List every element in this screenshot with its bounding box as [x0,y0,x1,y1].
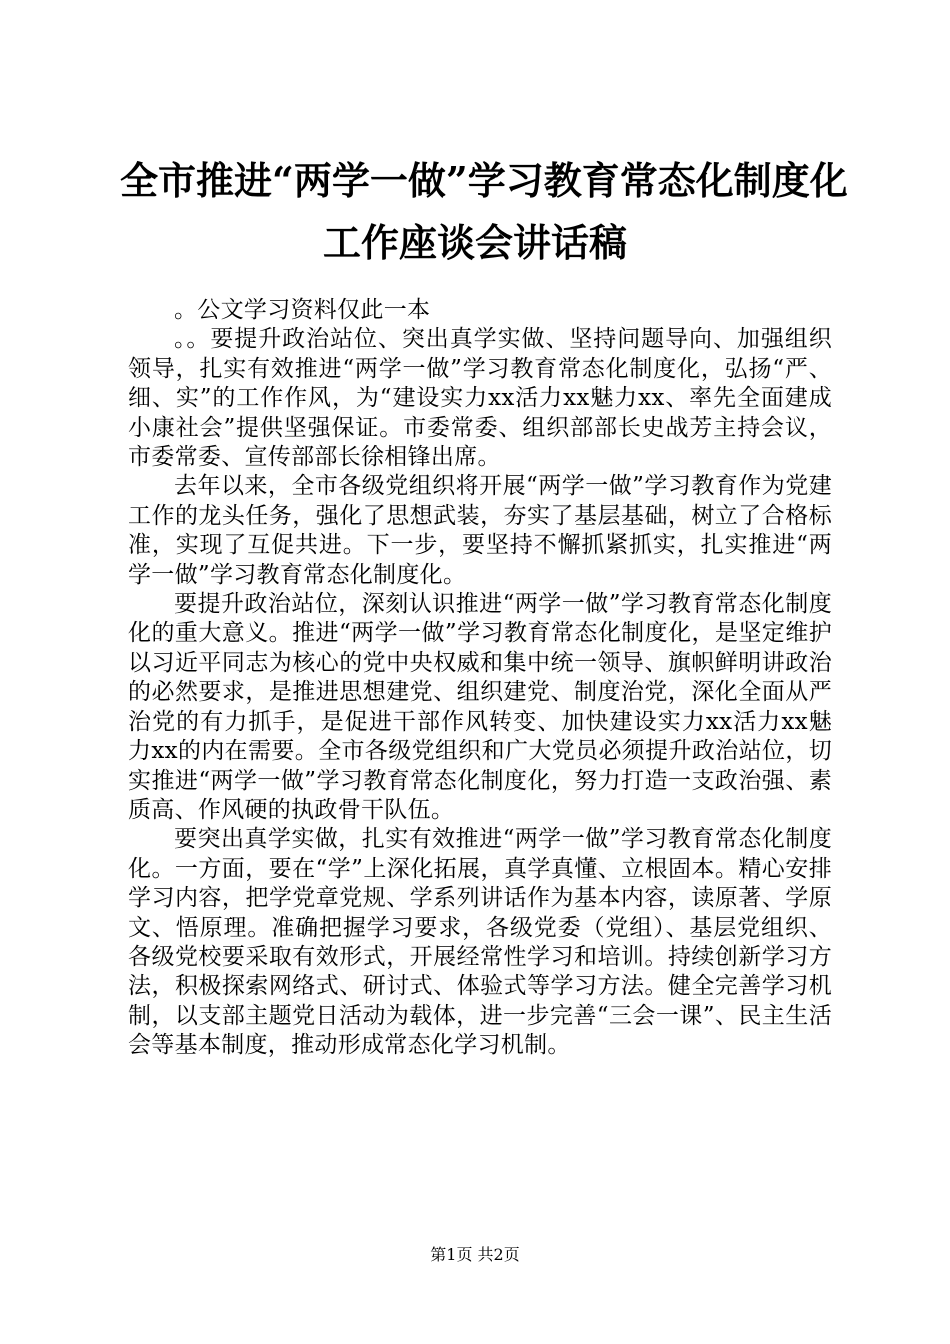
paragraph-study-practice: 要突出真学实做，扎实有效推进“两学一做”学习教育常态化制度化。一方面，要在“学”上深化拓展，真学真懂、立根固本。精心安排学习内容，把学党章党规、学系列讲话作为基本内容，读原著、学原文、悟原理。准确把握学习要求，各级党委（党组）、基层党组织、各级党校要采取有效形式，开展经常性学习和培训。持续创新学习方法，积极探索网络式、研讨式、体验式等学习方法。健全完善学习机制，以支部主题党日活动为载体，进一步完善“三会一课”、民主生活会等基本制度，推动形成常态化学习机制。 [128,826,832,1059]
document-title-line-2: 工作座谈会讲话稿 [322,220,627,265]
paragraph-review: 去年以来，全市各级党组织将开展“两学一做”学习教育作为党建工作的龙头任务，强化了思想武装，夯实了基层基础，树立了合格标准，实现了互促共进。下一步，要坚持不懈抓紧抓实，扎实推进“两学一做”学习教育常态化制度化。 [128,473,832,588]
document-body [128,296,832,1061]
page-number-footer: 第1页 共2页 [430,1245,520,1264]
document-title-line-1: 全市推进“两学一做”学习教育常态化制度化 [120,158,848,203]
paragraph-note: 。公文学习资料仅此一本 [174,297,431,323]
paragraph-political-stance: 要提升政治站位，深刻认识推进“两学一做”学习教育常态化制度化的重大意义。推进“两学一做”学习教育常态化制度化，是坚定维护以习近平同志为核心的党中央权威和集中统一领导、旗帜鲜明讲政治的必然要求，是推进思想建党、组织建党、制度治党，深化全面从严治党的有力抓手，是促进干部作风转变、加快建设实力xx活力xx魅力xx的内在需要。全市各级党组织和广大党员必须提升政治站位，切实推进“两学一做”学习教育常态化制度化，努力打造一支政治强、素质高、作风硬的执政骨干队伍。 [128,591,832,823]
paragraph-intro: 。。要提升政治站位、突出真学实做、坚持问题导向、加强组织领导，扎实有效推进“两学一做”学习教育常态化制度化，弘扬“严、细、实”的工作作风，为“建设实力xx活力xx魅力xx、率先全面建成小康社会”提供坚强保证。市委常委、组织部部长史战芳主持会议，市委常委、宣传部部长徐相锋出席。 [128,326,832,471]
